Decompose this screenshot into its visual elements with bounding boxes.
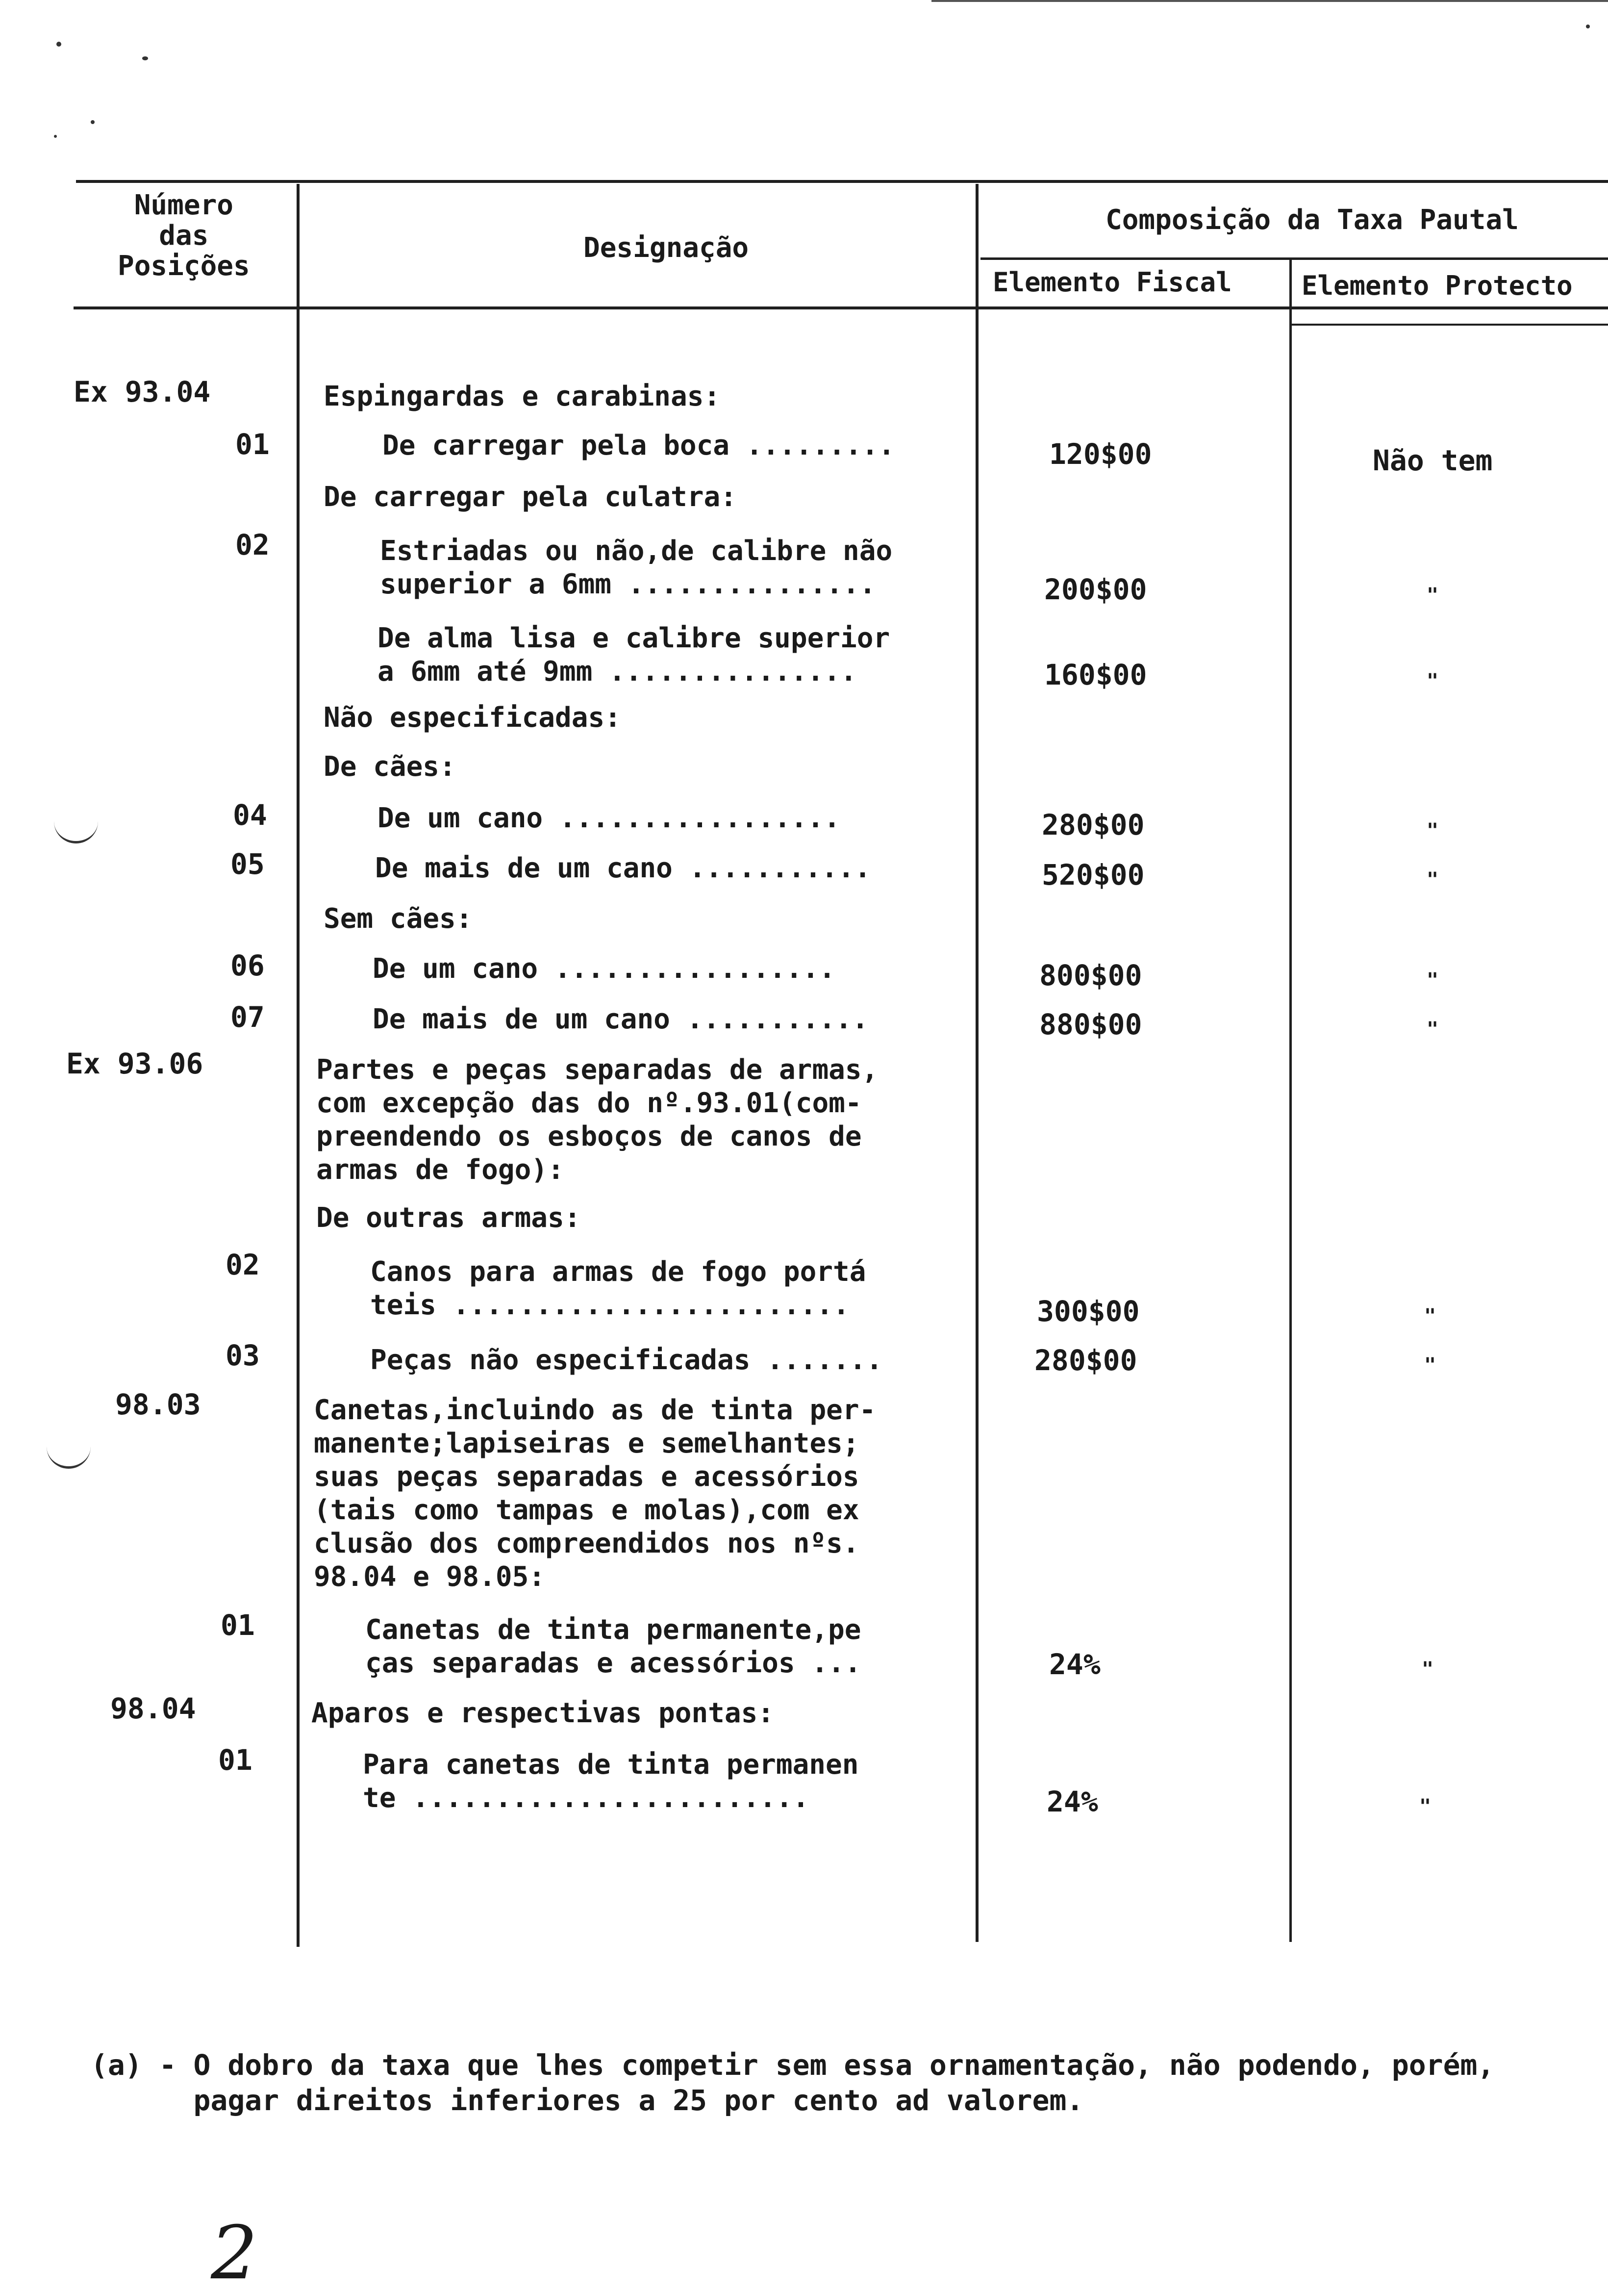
scan-speck xyxy=(91,120,95,124)
scan-curve-mark xyxy=(54,814,98,843)
footnote: (a) - O dobro da taxa que lhes competir sem essa ornamentação, não podendo, porém, pagar direitos inferiores a 25 por cento ad valorem. xyxy=(91,2048,1495,2117)
position-code: 03 xyxy=(226,1339,260,1372)
position-code: 07 xyxy=(230,1000,265,1034)
protective-ditto: " xyxy=(1419,1795,1432,1818)
designation-text: Canos para armas de fogo portá teis ........................ xyxy=(370,1256,866,1321)
position-code: 01 xyxy=(218,1743,252,1777)
designation-text: Aparos e respectivas pontas: xyxy=(311,1697,775,1729)
designation-text: De outras armas: xyxy=(316,1202,581,1234)
designation-text: Peças não especificadas ....... xyxy=(370,1344,883,1376)
position-code: 01 xyxy=(235,428,270,461)
position-code: 02 xyxy=(226,1248,260,1281)
fiscal-value: 24% xyxy=(1047,1785,1098,1818)
scan-curve-mark xyxy=(47,1437,91,1469)
fiscal-value: 300$00 xyxy=(1037,1295,1140,1328)
header-bottom-rule xyxy=(74,306,1608,309)
scan-speck xyxy=(54,135,57,138)
position-code: 02 xyxy=(235,528,270,561)
protective-ditto: " xyxy=(1427,584,1439,607)
fiscal-value: 800$00 xyxy=(1039,959,1142,992)
fiscal-value: 520$00 xyxy=(1042,858,1145,892)
protective-ditto: " xyxy=(1427,969,1439,992)
protective-header-rule xyxy=(1292,324,1608,326)
designation-text: Espingardas e carabinas: xyxy=(324,381,721,412)
col-divider-protective xyxy=(1289,260,1292,1942)
position-code: 01 xyxy=(221,1608,255,1642)
position-code: 06 xyxy=(230,949,265,982)
fiscal-value: 280$00 xyxy=(1042,808,1145,842)
page-number: 2 xyxy=(211,2211,258,2296)
protective-ditto: " xyxy=(1427,819,1439,842)
protective-value: Não tem xyxy=(1373,444,1493,477)
protective-ditto: " xyxy=(1422,1658,1434,1681)
fiscal-value: 200$00 xyxy=(1044,573,1147,606)
designation-text: De mais de um cano ........... xyxy=(375,852,871,884)
protective-ditto: " xyxy=(1424,1305,1436,1327)
position-code: Ex 93.06 xyxy=(66,1047,203,1080)
fiscal-value: 160$00 xyxy=(1044,658,1147,691)
designation-text: De alma lisa e calibre superior a 6mm até 9mm ............... xyxy=(377,622,890,688)
header-position-col: Número das Posições xyxy=(118,189,250,282)
designation-text: Estriadas ou não,de calibre não superior a 6mm ............... xyxy=(380,535,893,600)
position-code: 98.04 xyxy=(110,1692,196,1725)
protective-ditto: " xyxy=(1427,868,1439,891)
designation-text: Sem cães: xyxy=(324,903,473,935)
designation-text: De um cano ................. xyxy=(373,953,836,985)
designation-text: Partes e peças separadas de armas, com excepção das do nº.93.01(com- preendendo os esboços de canos de armas de fogo): xyxy=(316,1054,879,1186)
designation-text: De carregar pela culatra: xyxy=(324,481,737,513)
fiscal-value: 280$00 xyxy=(1034,1344,1137,1377)
position-code: 98.03 xyxy=(115,1388,201,1421)
col-divider-fiscal xyxy=(976,184,979,1942)
designation-text: De cães: xyxy=(324,751,456,783)
protective-ditto: " xyxy=(1427,670,1439,692)
scan-speck xyxy=(56,42,61,47)
fiscal-value: 880$00 xyxy=(1039,1008,1142,1041)
position-code: 05 xyxy=(230,847,265,881)
position-code: 04 xyxy=(233,798,267,832)
designation-text: Não especificadas: xyxy=(324,702,621,734)
composition-rule xyxy=(980,257,1608,260)
header-designation-col: Designação xyxy=(583,232,749,264)
designation-text: De um cano ................. xyxy=(377,802,841,834)
protective-ditto: " xyxy=(1424,1354,1436,1377)
header-protective-col: Elemento Protecto xyxy=(1302,270,1573,301)
scan-edge-line xyxy=(931,0,1608,2)
protective-ditto: " xyxy=(1427,1018,1439,1041)
header-fiscal-col: Elemento Fiscal xyxy=(993,267,1232,298)
header-composition-title: Composição da Taxa Pautal xyxy=(1106,204,1519,236)
designation-text: Canetas,incluindo as de tinta per- manente;lapiseiras e semelhantes; suas peças separadas e acessórios (tais como tampas e molas),com ex clusão dos compreendidos nos nºs. 98.04 e 98.05: xyxy=(314,1394,876,1593)
col-divider-designation xyxy=(297,184,300,1947)
designation-text: Canetas de tinta permanente,pe ças separadas e acessórios ... xyxy=(365,1614,861,1679)
designation-text: De mais de um cano ........... xyxy=(373,1003,869,1035)
fiscal-value: 24% xyxy=(1049,1648,1101,1681)
scan-speck xyxy=(1586,25,1590,28)
position-code: Ex 93.04 xyxy=(74,375,211,408)
scan-speck xyxy=(142,56,148,60)
fiscal-value: 120$00 xyxy=(1049,437,1152,471)
designation-text: Para canetas de tinta permanen te ........................ xyxy=(363,1749,859,1814)
table-top-rule xyxy=(76,180,1608,183)
designation-text: De carregar pela boca ......... xyxy=(382,430,895,461)
